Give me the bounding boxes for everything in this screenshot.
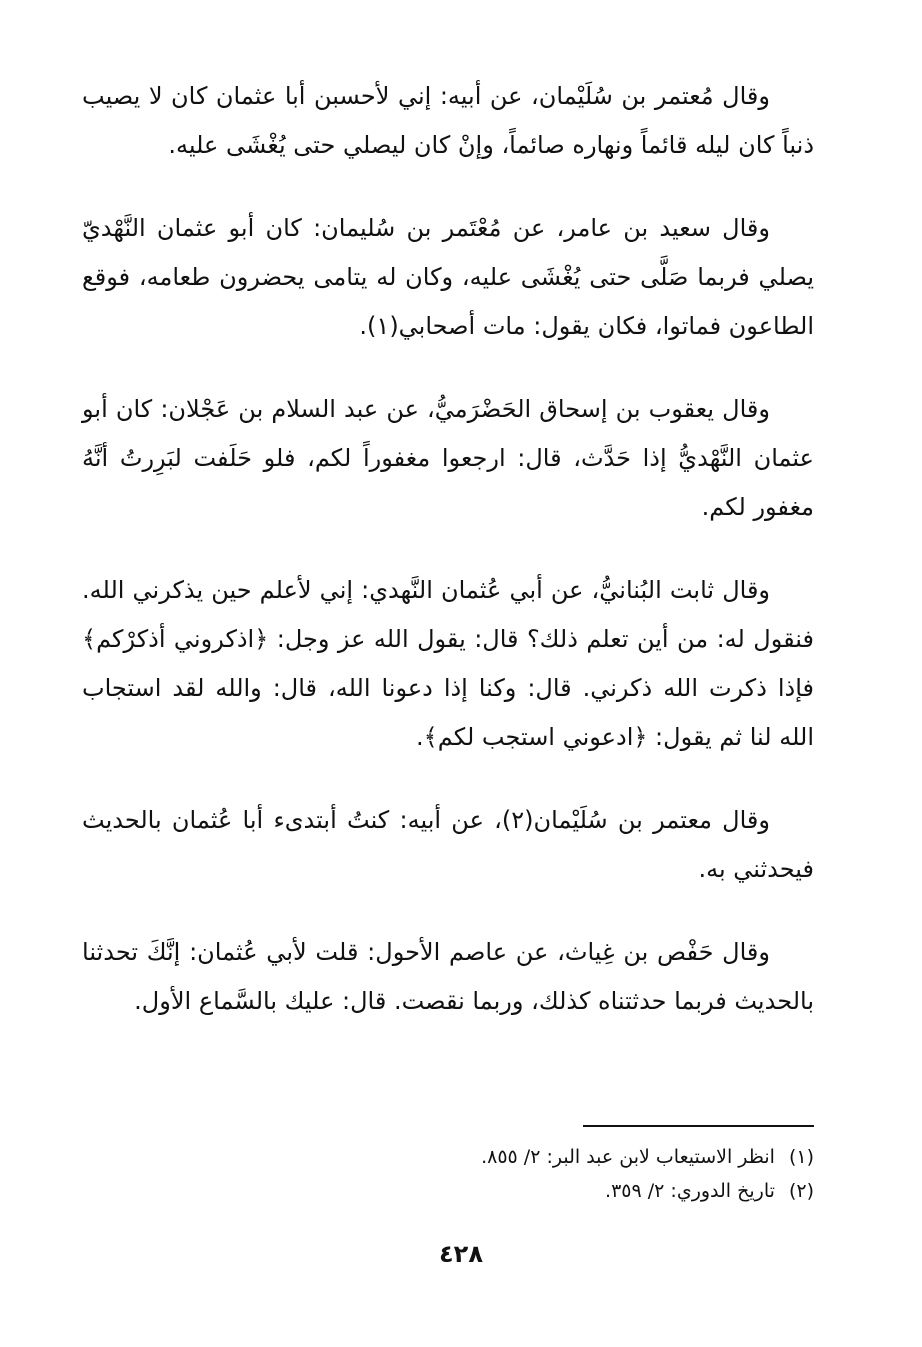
footnotes [420,1140,814,1208]
body-text [82,72,814,1060]
paragraph-2: وقال سعيد بن عامر، عن مُعْتَمر بن سُليمان: كان أبو عثمان النَّهْديّ يصلي فربما صَلَّى حتى يُغْشَى عليه، وكان له يتامى يحضرون طعامه، فوقع الطاعون فماتوا، فكان يقول: مات أصحابي(١). [82,214,814,340]
footnote-number: (٢) [788,1180,814,1202]
footnote-text: تاريخ الدوري: ٢/ ٣٥٩. [605,1180,775,1202]
paragraph-1: وقال مُعتمر بن سُلَيْمان، عن أبيه: إني لأحسبن أبا عثمان كان لا يصيب ذنباً كان ليله قائماً ونهاره صائماً، وإنْ كان ليصلي حتى يُغْشَى عليه. [82,82,814,159]
footnote-divider [583,1125,814,1127]
paragraph-4: وقال ثابت البُنانيُّ، عن أبي عُثمان النَّهدي: إني لأعلم حين يذكرني الله. فنقول له: من أين تعلم ذلك؟ قال: يقول الله عز وجل: ﴿اذكروني أذكرْكم﴾ فإذا ذكرت الله ذكرني. قال: وكنا إذا دعونا الله، قال: والله لقد استجاب الله لنا ثم يقول: ﴿ادعوني استجب لكم﴾. [82,576,814,751]
footnote-2 [420,1174,814,1208]
paragraph-3: وقال يعقوب بن إسحاق الحَضْرَميُّ، عن عبد السلام بن عَجْلان: كان أبو عثمان النَّهْديُّ إذا حَدَّث، قال: ارجعوا مغفوراً لكم، فلو حَلَفت لبَرِرتُ أنَّهُ مغفور لكم. [82,395,814,521]
paragraph-6: وقال حَفْص بن غِياث، عن عاصم الأحول: قلت لأبي عُثمان: إنَّكَ تحدثنا بالحديث فربما حدثتناه كذلك، وربما نقصت. قال: عليك بالسَّماع الأول. [82,938,814,1015]
footnote-1 [420,1140,814,1174]
footnote-text: انظر الاستيعاب لابن عبد البر: ٢/ ٨٥٥. [481,1146,775,1168]
footnote-number: (١) [788,1146,814,1168]
page-number: ٤٢٨ [439,1240,483,1268]
paragraph-5: وقال معتمر بن سُلَيْمان(٢)، عن أبيه: كنتُ أبتدىء أبا عُثمان بالحديث فيحدثني به. [82,806,814,883]
